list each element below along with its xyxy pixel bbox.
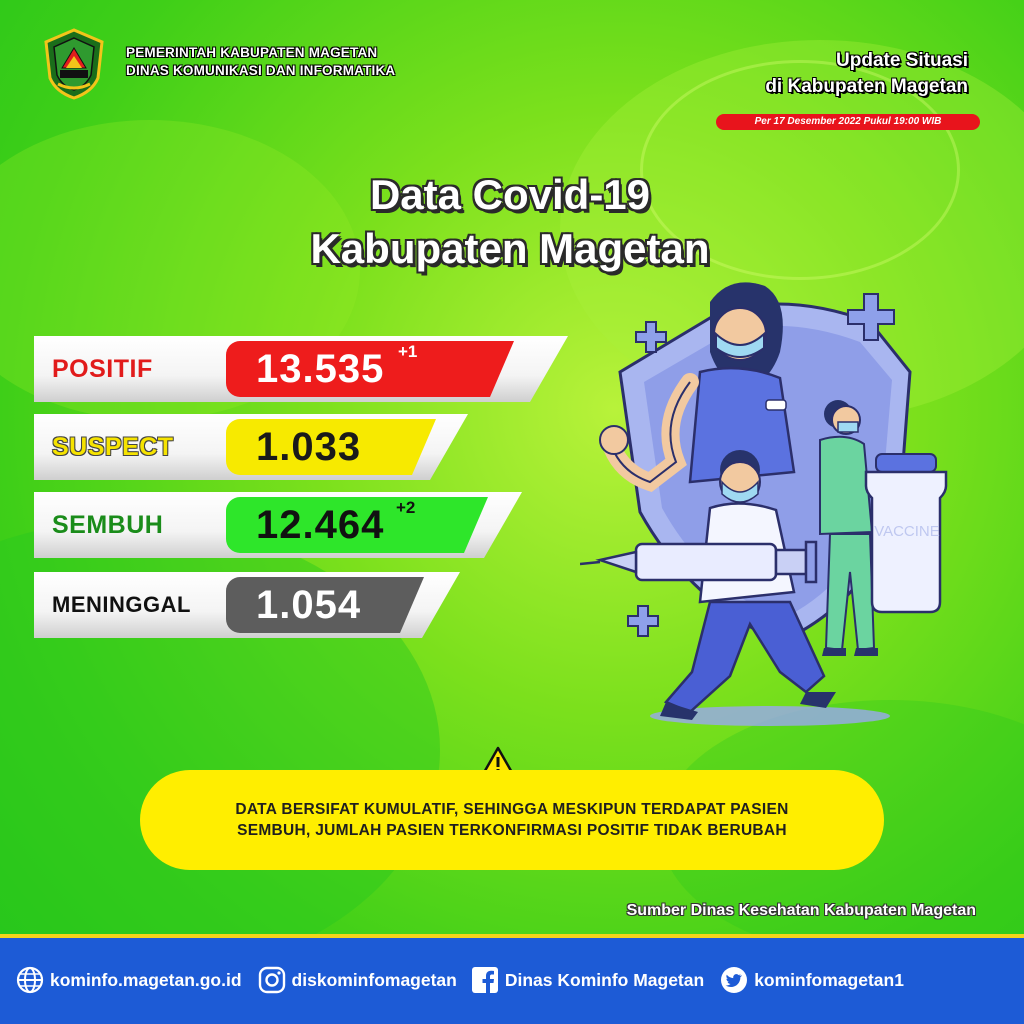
vaccination-illustration <box>580 272 1000 732</box>
stat-value: 1.033 <box>256 425 362 469</box>
instagram-text: diskominfomagetan <box>291 969 457 990</box>
stat-increment: +2 <box>396 498 416 517</box>
notice-text: DATA BERSIFAT KUMULATIF, SEHINGGA MESKIPUN TERDAPAT PASIEN SEMBUH, JUMLAH PASIEN TERKONFIRMASI POSITIF TIDAK BERUBAH <box>235 801 789 839</box>
stat-label: SUSPECT <box>52 433 174 461</box>
stat-value: 12.464 <box>256 503 385 547</box>
title-line-1: Data Covid-19 <box>369 171 651 218</box>
title-line-2: Kabupaten Magetan <box>310 225 710 272</box>
globe-icon <box>16 966 44 994</box>
page-title <box>240 168 780 276</box>
facebook-text: Dinas Kominfo Magetan <box>504 969 705 990</box>
footer-bar <box>0 934 1024 1024</box>
stat-increment: +1 <box>398 342 418 361</box>
update-heading <box>765 48 968 100</box>
instagram-icon <box>258 966 286 994</box>
twitter-text: kominfomagetan1 <box>754 969 904 990</box>
footer-links <box>0 958 1024 1002</box>
stat-value: 13.535 <box>256 347 385 391</box>
vaccine-label: VACCINE <box>874 523 940 540</box>
stat-label: MENINGGAL <box>52 592 191 617</box>
update-line-1: Update Situasi <box>836 50 968 71</box>
notice-box <box>140 770 884 870</box>
footer-twitter[interactable] <box>720 966 904 994</box>
organization-name <box>126 44 395 80</box>
update-line-2: di Kabupaten Magetan <box>765 76 968 97</box>
stat-value: 1.054 <box>256 583 362 627</box>
footer-instagram[interactable] <box>258 966 457 994</box>
stat-label: POSITIF <box>52 355 153 383</box>
date-badge: Per 17 Desember 2022 Pukul 19:00 WIB <box>716 114 980 130</box>
website-text: kominfo.magetan.go.id <box>50 969 242 990</box>
footer-website[interactable] <box>16 966 242 994</box>
footer-facebook[interactable] <box>471 966 704 994</box>
twitter-icon <box>720 966 748 994</box>
stat-label: SEMBUH <box>52 511 164 539</box>
facebook-icon <box>471 966 499 994</box>
organization-line-1: PEMERINTAH KABUPATEN MAGETAN <box>126 45 378 60</box>
regency-logo <box>42 28 106 100</box>
organization-line-2: DINAS KOMUNIKASI DAN INFORMATIKA <box>126 63 396 78</box>
source-credit: Sumber Dinas Kesehatan Kabupaten Magetan <box>626 902 976 919</box>
